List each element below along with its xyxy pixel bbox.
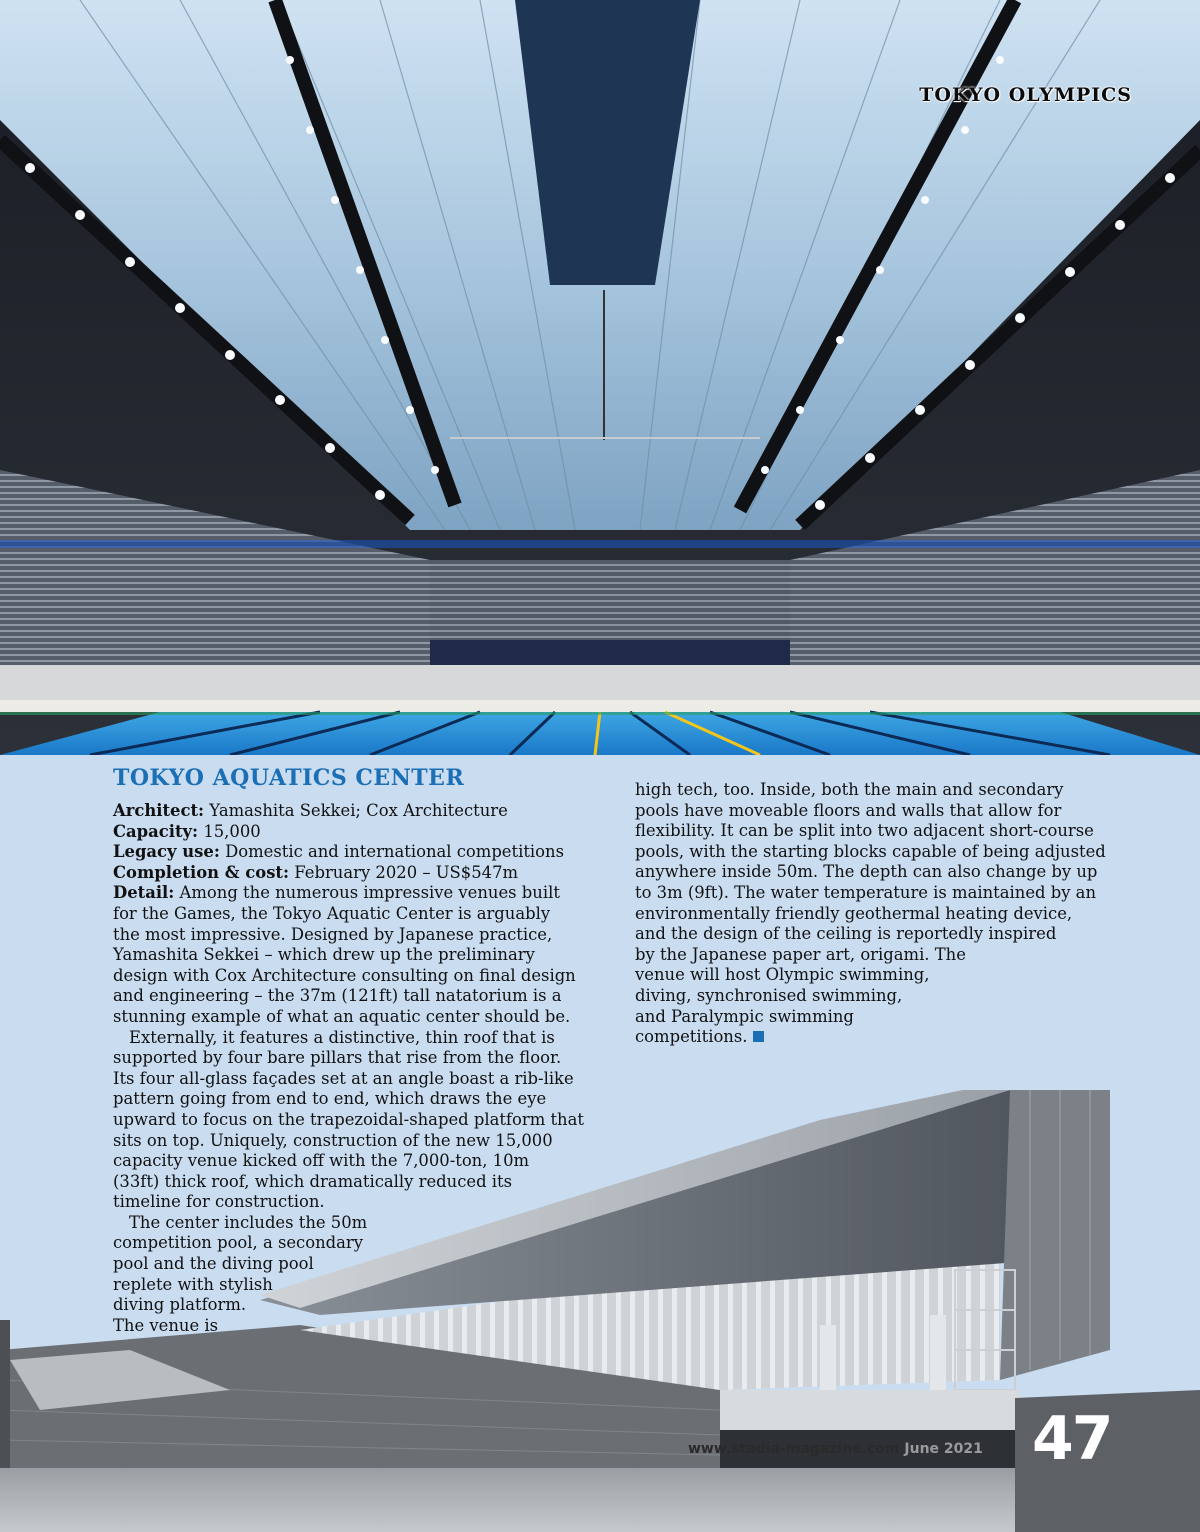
body-line: stunning example of what an aquatic center should be. (113, 1006, 571, 1026)
spec-label: Architect: (113, 801, 205, 820)
body-line: Externally, it features a distinctive, thin roof that is (129, 1027, 555, 1047)
spec-completion-cost (113, 863, 613, 884)
page-number: 47 (1032, 1404, 1112, 1474)
body-line: diving platform. (113, 1295, 247, 1315)
body-line: venue will host Olympic swimming, (635, 965, 930, 985)
body-line: (33ft) thick roof, which dramatically reduced its (113, 1171, 513, 1191)
body-line: and the design of the ceiling is reportedly inspired (635, 924, 1057, 944)
section-label: TOKYO OLYMPICS (919, 84, 1132, 106)
body-line: for the Games, the Tokyo Aquatic Center is arguably (113, 903, 551, 923)
spec-value: Domestic and international competitions (219, 842, 564, 862)
spec-label: Completion & cost: (113, 862, 290, 882)
body-line: pattern going from end to end, which draws the eye (113, 1089, 547, 1109)
issue-date: June 2021 (904, 1441, 983, 1457)
body-line: pool and the diving pool (113, 1254, 314, 1274)
body-line-last (635, 1027, 1135, 1048)
body-line: and Paralympic swimming (635, 1006, 854, 1026)
body-line-text: competitions. (635, 1027, 748, 1047)
spec-capacity (113, 822, 613, 843)
body-line: and engineering – the 37m (121ft) tall natatorium is a (113, 986, 562, 1006)
body-line: design with Cox Architecture consulting on final design (113, 965, 576, 985)
body-line: by the Japanese paper art, origami. The (635, 944, 966, 964)
body-line: upward to focus on the trapezoidal-shaped platform that (113, 1109, 584, 1129)
body-line: timeline for construction. (113, 1192, 325, 1212)
body-line: sits on top. Uniquely, construction of the new 15,000 (113, 1130, 553, 1150)
spec-value: Yamashita Sekkei; Cox Architecture (204, 801, 508, 820)
spec-label: Capacity: (113, 821, 199, 841)
body-line: the most impressive. Designed by Japanese practice, (113, 924, 553, 944)
body-line: The venue is (113, 1315, 219, 1335)
body-line: supported by four bare pillars that rise from the floor. (113, 1048, 562, 1068)
body-line-text: Among the numerous impressive venues built (174, 883, 560, 903)
body-line: diving, synchronised swimming, (635, 985, 903, 1005)
body-line: competition pool, a secondary (113, 1233, 364, 1253)
spec-label: Legacy use: (113, 842, 220, 862)
article-left-column (113, 801, 613, 1336)
arena-interior-photo (0, 0, 1200, 755)
article-title: TOKYO AQUATICS CENTER (113, 765, 465, 791)
spec-architect (113, 801, 613, 822)
body-line: high tech, too. Inside, both the main and secondary (635, 780, 1064, 799)
body-line: Yamashita Sekkei – which drew up the preliminary (113, 945, 535, 965)
body-line: anywhere inside 50m. The depth can also change by up (635, 862, 1098, 882)
body-line: flexibility. It can be split into two adjacent short-course (635, 821, 1094, 841)
article-right-column (635, 780, 1135, 1048)
body-line (113, 883, 613, 904)
body-line: pools, with the starting blocks capable of being adjusted (635, 841, 1106, 861)
body-line: to 3m (9ft). The water temperature is maintained by an (635, 882, 1097, 902)
website-link[interactable]: www.stadia-magazine.com (688, 1441, 900, 1457)
spec-value: 15,000 (198, 821, 261, 841)
body-line: environmentally friendly geothermal heating device, (635, 903, 1073, 923)
body-line: The center includes the 50m (129, 1212, 368, 1232)
end-of-article-square-icon (753, 1031, 764, 1042)
body-line: Its four all-glass façades set at an angle boast a rib-like (113, 1068, 574, 1088)
body-line: pools have moveable floors and walls that allow for (635, 800, 1062, 820)
spec-legacy-use (113, 842, 613, 863)
body-line: capacity venue kicked off with the 7,000-ton, 10m (113, 1151, 530, 1171)
spec-value: February 2020 – US$547m (289, 862, 519, 882)
body-line: replete with stylish (113, 1274, 273, 1294)
footer (688, 1441, 983, 1457)
detail-label: Detail: (113, 883, 175, 903)
